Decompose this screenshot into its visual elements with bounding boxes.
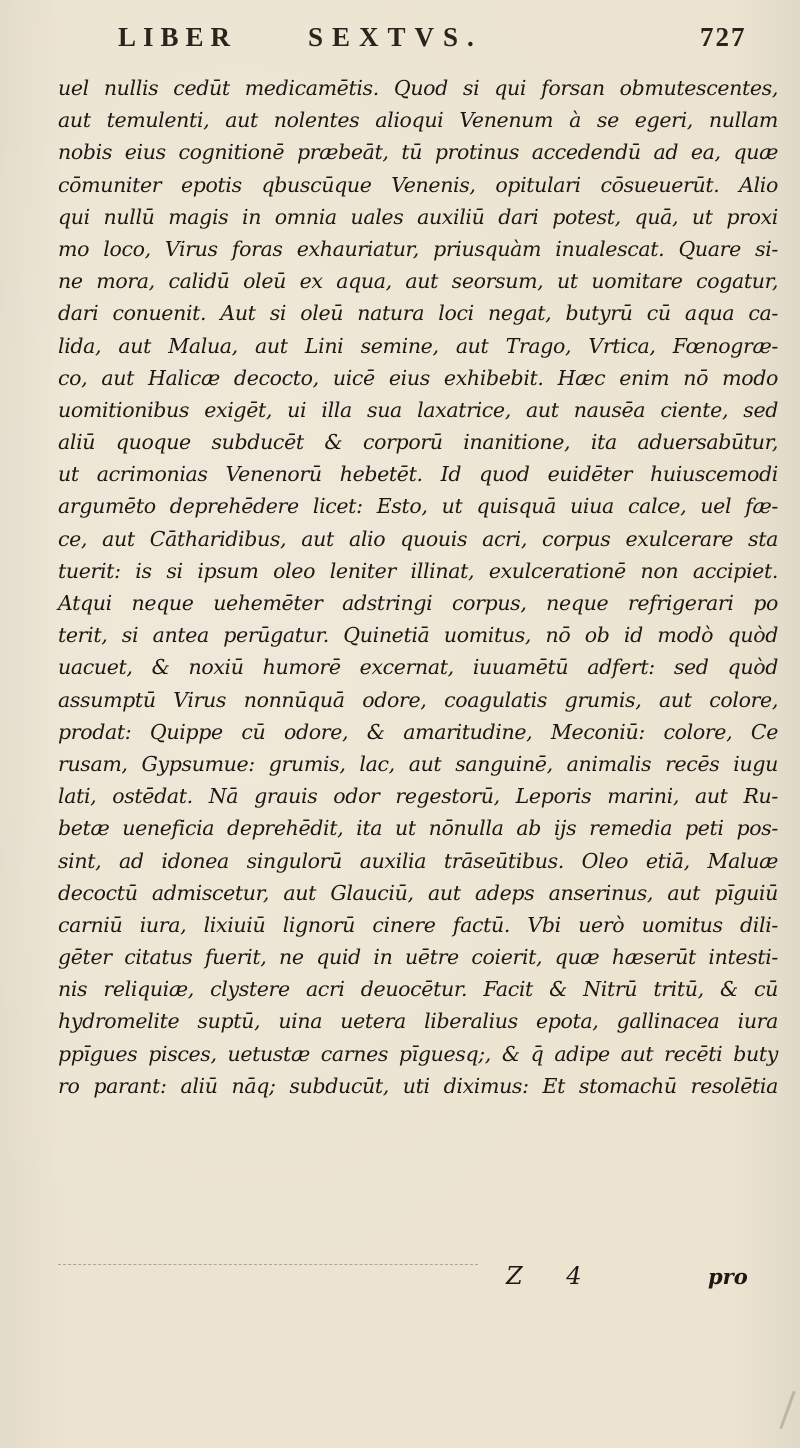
text-line: sint, ad idonea singulorū auxilia trāseūtibus. Oleo etiā, Maluæ: [58, 848, 778, 873]
text-line: cōmuniter epotis qbuscūque Venenis, opitulari cōsueuerūt. Alio: [58, 172, 778, 197]
text-line: assumptū Virus nonnūquā odore, coagulatis grumis, aut colore,: [58, 687, 778, 712]
text-line: nobis eius cognitionē præbeāt, tū protinus accedendū ad ea, quæ: [58, 140, 778, 165]
text-line: ppīgues pisces, uetustæ carnes pīguesq;, & q̄ adipe aut recēti buty: [58, 1041, 778, 1066]
text-line: uel nullis cedūt medicamētis. Quod si qui forsan obmutescentes,: [58, 76, 778, 100]
text-line: ce, aut Cātharidibus, aut alio quouis acri, corpus exulcerare sta: [58, 526, 778, 551]
text-line: ut acrimonias Venenorū hebetēt. Id quod euidēter huiuscemodi: [58, 462, 778, 487]
text-line: qui nullū magis in omnia uales auxiliū dari potest, quā, ut proxi: [58, 204, 778, 229]
running-head-book: LIBER: [118, 22, 238, 52]
text-line: Atqui neque uehemēter adstringi corpus, neque refrigerari po: [58, 591, 778, 615]
text-line: lida, aut Malua, aut Lini semine, aut Trago, Vrtica, Fœnogræ-: [58, 333, 778, 358]
body-text: [58, 72, 778, 1102]
text-line: aut temulenti, aut nolentes alioqui Venenum à se egeri, nullam: [58, 108, 778, 133]
text-line: nis reliquiæ, clystere acri deuocētur. Facit & Nitrū tritū, & cū: [58, 977, 778, 1002]
text-line: argumēto deprehēdere licet: Esto, ut quisquā uiua calce, uel fæ-: [58, 494, 778, 519]
text-line: tuerit: is si ipsum oleo leniter illinat, exulcerationē non accipiet.: [58, 558, 778, 583]
text-line: betæ ueneficia deprehēdit, ita ut nōnulla ab ijs remedia peti pos-: [58, 816, 778, 841]
text-line: hydromelite suptū, uina uetera liberalius epota, gallinacea iura: [58, 1009, 778, 1034]
signature-mark: Z 4: [506, 1262, 600, 1290]
running-head: [0, 22, 800, 58]
text-line: dari conuenit. Aut si oleū natura loci negat, butyrū cū aqua ca-: [58, 301, 778, 326]
page-edge-mark: [779, 1391, 795, 1430]
footer-catchline: [0, 1262, 800, 1302]
page-number: 727: [700, 22, 747, 52]
text-line: terit, si antea perūgatur. Quinetiā uomitus, nō ob id modò quòd: [58, 623, 778, 648]
text-line: gēter citatus fuerit, ne quid in uētre coierit, quæ hæserūt intesti-: [58, 945, 778, 970]
text-line: carniū iura, lixiuiū lignorū cinere factū. Vbi uerò uomitus dili-: [58, 912, 778, 937]
text-line: mo loco, Virus foras exhauriatur, priusquàm inualescat. Quare si-: [58, 236, 778, 261]
text-line: decoctū admiscetur, aut Glauciū, aut adeps anserinus, aut pīguiū: [58, 880, 778, 905]
text-line: ro parant: aliū nāq; subducūt, uti diximus: Et stomachū resolētia: [58, 1073, 778, 1098]
text-line: aliū quoque subducēt & corporū inanitione, ita aduersabūtur,: [58, 430, 778, 455]
text-line: lati, ostēdat. Nā grauis odor regestorū, Leporis marini, aut Ru-: [58, 784, 778, 809]
running-head-number: SEXTVS.: [308, 22, 483, 52]
text-line: prodat: Quippe cū odore, & amaritudine, Meconiū: colore, Ce: [58, 719, 778, 744]
text-line: co, aut Halicæ decocto, uicē eius exhibebit. Hæc enim nō modo: [58, 365, 778, 390]
text-line: ne mora, calidū oleū ex aqua, aut seorsum, ut uomitare cogatur,: [58, 269, 778, 294]
text-line: uomitionibus exigēt, ui illa sua laxatrice, aut nausēa ciente, sed: [58, 397, 778, 422]
text-line: uacuet, & noxiū humorē excernat, iuuamētū adfert: sed quòd: [58, 655, 778, 680]
catchword: pro: [708, 1264, 748, 1289]
text-line: rusam, Gypsumue: grumis, lac, aut sanguinē, animalis recēs iugu: [58, 751, 778, 776]
